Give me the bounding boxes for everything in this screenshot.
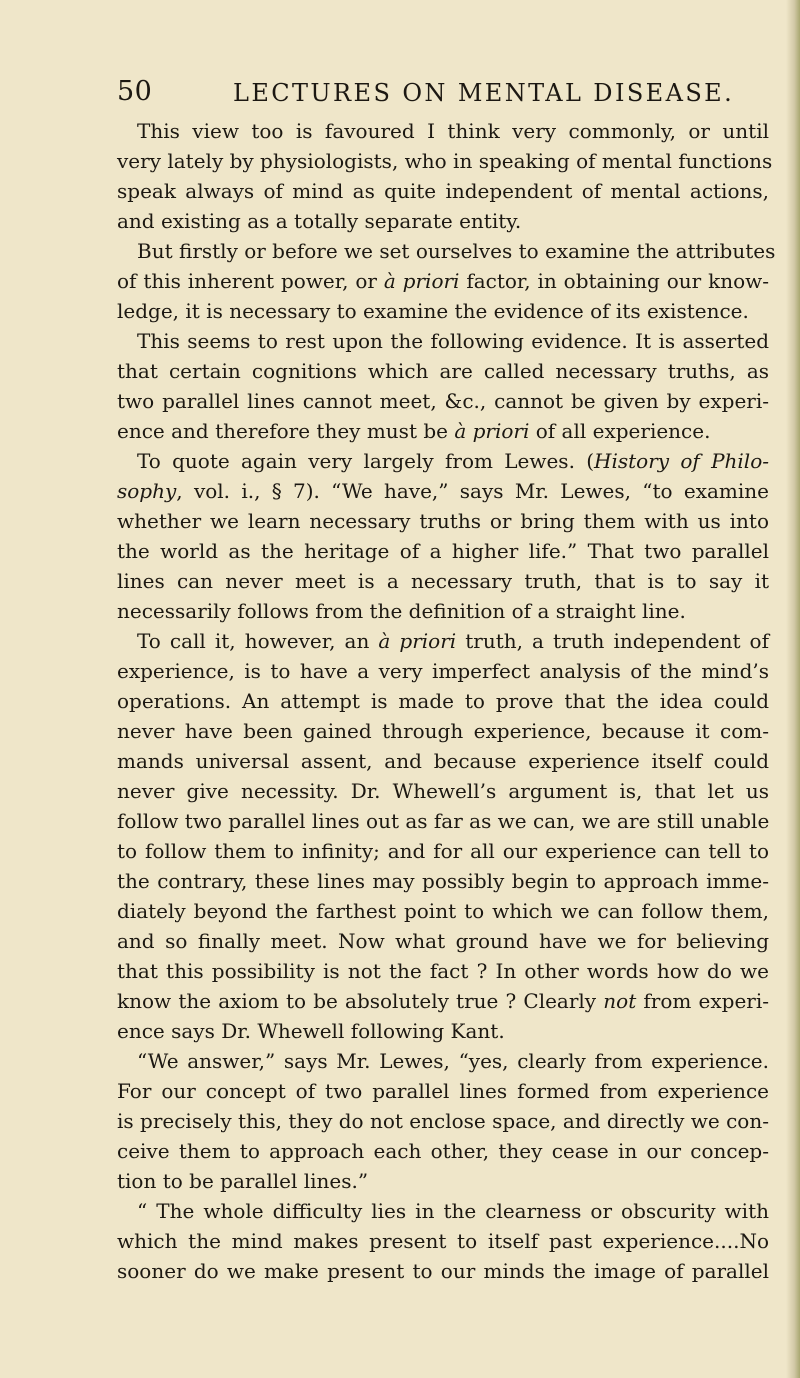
text-line-start: know the axiom to be absolutely true ? Clearly: [117, 989, 597, 1013]
text-line: [117, 1226, 769, 1256]
text-line-start: whether we learn necessary truths or bring them with us into: [117, 509, 769, 533]
text-line-start: experience, is to have a very imperfect analysis of the mind’s: [117, 659, 769, 683]
text-line-start: operations. An attempt is made to prove that the idea could: [117, 689, 769, 713]
text-line-start: “ The whole difficulty lies in the clearness or obscurity with: [137, 1199, 769, 1223]
text-line: [117, 146, 773, 176]
text-line-start: that certain cognitions which are called necessary truths, as: [117, 359, 769, 383]
text-line-start: mands universal assent, and because experience itself could: [117, 749, 769, 773]
text-line-start: and so finally meet. Now what ground have we for believing: [117, 929, 769, 953]
text-line: [117, 1016, 769, 1046]
text-line: [117, 746, 769, 776]
text-line: [117, 416, 769, 446]
text-line-start: For our concept of two parallel lines formed from experience: [117, 1079, 769, 1103]
text-line-start: ledge, it is necessary to examine the evidence of its existence.: [117, 299, 749, 323]
text-line: [117, 536, 769, 566]
text-line: [117, 356, 769, 386]
text-line: [117, 806, 769, 836]
italic-term: à priori: [454, 419, 530, 443]
text-line: [117, 1256, 769, 1286]
running-head: LECTURES ON MENTAL DISEASE.: [233, 79, 735, 107]
text-line: [117, 896, 769, 926]
text-line-start: ceive them to approach each other, they cease in our concep-: [117, 1139, 769, 1163]
text-line: [117, 686, 769, 716]
text-line-start: and existing as a totally separate entity.: [117, 209, 522, 233]
italic-term: à priori: [378, 629, 457, 653]
text-line-end: of all experience.: [529, 419, 711, 443]
text-line: [117, 116, 769, 146]
text-line-start: sooner do we make present to our minds the image of parallel: [117, 1259, 769, 1283]
text-line: [117, 626, 769, 656]
text-line-start: tion to be parallel lines.”: [117, 1169, 369, 1193]
italic-term: not: [603, 989, 637, 1013]
text-line-start: of this inherent power, or: [117, 269, 377, 293]
text-line: [117, 446, 769, 476]
text-line: [117, 326, 769, 356]
text-line-start: But firstly or before we set ourselves to examine the attributes: [137, 239, 776, 263]
text-line: [117, 566, 769, 596]
text-line: [117, 866, 769, 896]
text-line-start: lines can never meet is a necessary truth, that is to say it: [117, 569, 769, 593]
text-line-start: diately beyond the farthest point to which we can follow them,: [117, 899, 769, 923]
text-line-start: ence and therefore they must be: [117, 419, 448, 443]
text-line: [117, 596, 769, 626]
text-line-start: two parallel lines cannot meet, &c., cannot be given by experi-: [117, 389, 769, 413]
text-line-start: which the mind makes present to itself past experience....No: [117, 1229, 769, 1253]
text-line: [117, 836, 769, 866]
text-line: [117, 1046, 769, 1076]
text-line-start: This view too is favoured I think very commonly, or until: [137, 119, 769, 143]
page-edge-shadow: [786, 0, 800, 1378]
text-line-end: factor, in obtaining our know-: [459, 269, 770, 293]
text-line-start: “We answer,” says Mr. Lewes, “yes, clearly from experience.: [137, 1049, 769, 1073]
text-line-start: that this possibility is not the fact ? In other words how do we: [117, 959, 769, 983]
text-line-start: never have been gained through experience, because it com-: [117, 719, 769, 743]
text-line-start: necessarily follows from the definition of a straight line.: [117, 599, 686, 623]
text-line-start: To call it, however, an: [137, 629, 370, 653]
text-line-start: the world as the heritage of a higher life.” That two parallel: [117, 539, 769, 563]
text-line: [117, 176, 769, 206]
text-line: [117, 656, 769, 686]
text-line-end: truth, a truth independent of: [456, 629, 770, 653]
text-line: [117, 1136, 769, 1166]
text-line-start: is precisely this, they do not enclose space, and directly we con-: [117, 1109, 769, 1133]
italic-term: History of Philo-: [594, 449, 769, 473]
text-line-end: from experi-: [636, 989, 769, 1013]
text-line: [117, 776, 769, 806]
text-line: [117, 1166, 769, 1196]
text-line: [117, 1106, 769, 1136]
text-line-end: , vol. i., § 7). “We have,” says Mr. Lewes, “to examine: [176, 479, 769, 503]
text-line: [117, 1076, 769, 1106]
italic-term: sophy: [117, 479, 177, 503]
text-line-start: the contrary, these lines may possibly begin to approach imme-: [117, 869, 769, 893]
text-line-start: very lately by physiologists, who in speaking of mental functions: [117, 149, 773, 173]
text-line: [117, 476, 769, 506]
page-header: [117, 76, 767, 116]
text-line: [117, 266, 769, 296]
text-line: [117, 1196, 769, 1226]
text-line: [117, 386, 769, 416]
text-line: [117, 926, 769, 956]
text-line: [117, 236, 776, 266]
text-line: [117, 206, 769, 236]
text-line: [117, 506, 769, 536]
text-line-start: To quote again very largely from Lewes. (: [137, 449, 595, 473]
text-line: [117, 986, 769, 1016]
body-text: [117, 116, 776, 1286]
text-line-start: ence says Dr. Whewell following Kant.: [117, 1019, 505, 1043]
text-line-start: to follow them to infinity; and for all our experience can tell to: [117, 839, 769, 863]
text-line: [117, 296, 769, 326]
text-line-start: follow two parallel lines out as far as we can, we are still unable: [117, 809, 770, 833]
text-line: [117, 956, 769, 986]
text-line: [117, 716, 769, 746]
text-line-start: This seems to rest upon the following evidence. It is asserted: [137, 329, 769, 353]
italic-term: à priori: [383, 269, 460, 293]
page-number: 50: [117, 76, 153, 107]
text-line-start: never give necessity. Dr. Whewell’s argument is, that let us: [117, 779, 769, 803]
text-line-start: speak always of mind as quite independent of mental actions,: [117, 179, 769, 203]
